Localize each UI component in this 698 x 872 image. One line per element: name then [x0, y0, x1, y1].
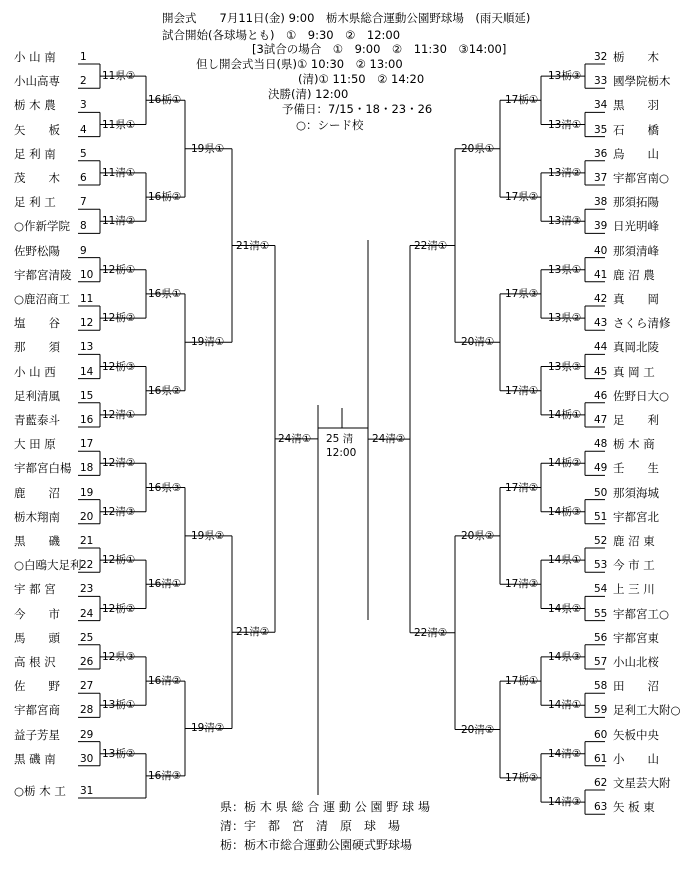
team-name: 宇都宮工○ — [613, 606, 670, 621]
team-number: 29 — [80, 728, 94, 741]
team-number: 4 — [80, 123, 87, 136]
team-name: 宇都宮北 — [613, 509, 659, 524]
match-label: 20県② — [461, 529, 495, 542]
team-number: 19 — [80, 486, 94, 499]
team-name: 宇都宮東 — [613, 630, 659, 645]
three-games-line: [3試合の場合 ① 9:00 ② 11:30 ③14:00] — [252, 42, 507, 56]
team-name: 矢板中央 — [613, 727, 659, 742]
team-name: さくら清修 — [613, 316, 671, 331]
team-number: 20 — [80, 510, 94, 523]
team-name: 足 利 — [613, 413, 659, 427]
team-number: 17 — [80, 438, 94, 451]
team-name: 栃 木 商 — [613, 437, 655, 452]
match-label: 22清① — [414, 239, 448, 252]
team-number: 42 — [594, 293, 608, 305]
match-label: 14栃③ — [548, 505, 582, 518]
team-name: 國學院栃木 — [613, 74, 671, 89]
team-name: 高 根 沢 — [14, 655, 56, 669]
team-number: 11 — [80, 293, 94, 305]
match-label: 17栃② — [505, 771, 539, 784]
team-number: 14 — [80, 365, 94, 378]
team-number: 16 — [80, 414, 94, 426]
team-number: 5 — [80, 147, 87, 160]
team-number: 50 — [594, 486, 608, 499]
opening-ceremony-line: 開会式 7月11日(金) 9:00 栃木県総合運動公園野球場 (雨天順延) — [162, 11, 531, 25]
team-number: 27 — [80, 680, 94, 693]
match-label: 20清① — [461, 336, 495, 349]
team-number: 43 — [594, 317, 608, 330]
team-name: 那須拓陽 — [613, 195, 659, 210]
opening-day-prefecture-line: 但し開会式当日(県)① 10:30 ② 13:00 — [196, 57, 403, 71]
match-label: 17清① — [505, 384, 539, 397]
team-name: 宇 都 宮 — [14, 582, 56, 597]
team-number: 60 — [594, 728, 608, 741]
team-number: 25 — [80, 631, 94, 644]
match-label: 17県② — [505, 191, 539, 204]
match-label: 14県① — [548, 554, 582, 567]
team-name: ○作新学院 — [14, 219, 71, 234]
team-number: 6 — [80, 172, 87, 184]
team-number: 13 — [80, 341, 94, 354]
team-name: ○栃 木 工 — [14, 784, 66, 798]
team-number: 48 — [594, 438, 608, 451]
team-name: 足 利 工 — [14, 195, 56, 210]
match-label: 12栃① — [102, 263, 136, 276]
match-label: 16県② — [148, 384, 182, 397]
team-number: 55 — [594, 607, 608, 620]
team-name: 黒 磯 南 — [14, 751, 56, 766]
match-label: 11清② — [102, 215, 136, 228]
team-number: 33 — [594, 75, 608, 88]
team-number: 57 — [594, 656, 608, 668]
team-name: 小山北桜 — [613, 655, 659, 669]
final-label: 25 清 — [326, 433, 354, 445]
match-label: 19清② — [191, 722, 225, 735]
match-label: 17栃① — [505, 94, 539, 107]
match-label: 16県③ — [148, 481, 182, 494]
match-label: 14清① — [548, 699, 582, 712]
team-number: 52 — [594, 535, 608, 547]
match-label: 14栃① — [548, 408, 582, 421]
team-name: 鹿 沼 — [14, 485, 60, 500]
match-label: 14清③ — [548, 796, 582, 809]
team-name: 小 山 南 — [14, 50, 56, 64]
match-label: 20清② — [461, 723, 495, 736]
match-label: 19清① — [191, 336, 225, 349]
team-name: 那 須 — [14, 340, 60, 355]
team-number: 45 — [594, 365, 608, 378]
team-number: 61 — [594, 752, 608, 765]
match-label: 13栃③ — [548, 70, 582, 83]
team-name: 小 山 — [613, 751, 659, 766]
team-name: 真 岡 — [613, 292, 659, 306]
match-label: 22清② — [414, 626, 448, 639]
match-label: 21清② — [236, 626, 270, 639]
team-number: 41 — [594, 268, 608, 281]
team-name: 矢 板 — [14, 122, 60, 137]
match-label: 13清② — [548, 166, 582, 179]
team-name: 上 三 川 — [613, 582, 655, 597]
team-name: 栃 木 — [613, 50, 659, 64]
venue-kiyohara: 清：宇 都 宮 清 原 球 場 — [220, 819, 401, 833]
match-label: 13栃① — [102, 699, 136, 712]
team-name: 那須清峰 — [613, 243, 659, 258]
team-name: 今 市 工 — [613, 558, 655, 573]
team-number: 9 — [80, 244, 87, 257]
team-name: ○鹿沼商工 — [14, 292, 71, 306]
match-label: 16清③ — [148, 769, 182, 782]
team-name: 小山高専 — [14, 74, 60, 89]
match-label: 11県② — [102, 70, 136, 83]
team-number: 63 — [594, 801, 608, 814]
team-number: 10 — [80, 268, 94, 281]
match-label: 12清③ — [102, 505, 136, 518]
team-name: 足 利 南 — [14, 146, 56, 161]
final-time: 12:00 — [326, 447, 357, 459]
team-name: 塩 谷 — [14, 316, 60, 331]
team-number: 31 — [80, 785, 94, 797]
match-label: 16栃② — [148, 191, 182, 204]
team-name: 佐野松陽 — [14, 243, 60, 258]
team-number: 44 — [594, 341, 608, 354]
team-name: 馬 頭 — [14, 630, 60, 645]
team-name: 茂 木 — [14, 171, 60, 185]
match-label: 11清① — [102, 166, 136, 179]
match-label: 13清③ — [548, 215, 582, 228]
team-number: 3 — [80, 99, 87, 112]
match-label: 12栃② — [102, 602, 136, 615]
team-name: 烏 山 — [613, 146, 659, 161]
match-label: 13清① — [548, 118, 582, 131]
team-name: 宇都宮白楊 — [14, 461, 72, 476]
team-number: 58 — [594, 680, 608, 693]
team-number: 56 — [594, 631, 608, 644]
team-number: 1 — [80, 51, 87, 63]
seed-legend: ○：シード校 — [296, 118, 364, 132]
team-name: 鹿 沼 東 — [613, 534, 655, 548]
match-label: 24清② — [372, 433, 406, 446]
match-label: 14県② — [548, 602, 582, 615]
team-number: 24 — [80, 607, 94, 620]
match-label: 19県① — [191, 142, 225, 155]
team-number: 53 — [594, 559, 608, 572]
match-label: 19県② — [191, 529, 225, 542]
match-label: 17県③ — [505, 287, 539, 300]
team-name: 真 岡 工 — [613, 364, 655, 379]
venue-prefecture: 県：栃 木 県 総 合 運 動 公 園 野 球 場 — [220, 800, 430, 814]
team-number: 40 — [594, 244, 608, 257]
team-name: 宇都宮清陵 — [14, 267, 72, 282]
team-number: 49 — [594, 462, 608, 475]
team-number: 39 — [594, 220, 608, 233]
match-label: 12栃① — [102, 554, 136, 567]
start-time-line: 試合開始(各球場とも) ① 9:30 ② 12:00 — [162, 28, 401, 42]
team-name: 栃 木 農 — [14, 98, 56, 113]
team-name: 青藍泰斗 — [14, 413, 60, 427]
match-label: 13県② — [548, 312, 582, 325]
team-number: 62 — [594, 777, 608, 789]
match-label: 14県③ — [548, 650, 582, 663]
team-number: 36 — [594, 147, 608, 160]
match-label: 14清② — [548, 747, 582, 760]
reserve-days-line: 予備日：7/15・18・23・26 — [282, 102, 433, 116]
team-name: 小 山 西 — [14, 364, 56, 379]
match-label: 12清② — [102, 457, 136, 470]
team-name: 栃木翔南 — [14, 509, 60, 524]
team-name: 今 市 — [14, 606, 60, 621]
team-number: 23 — [80, 583, 94, 596]
team-number: 7 — [80, 196, 87, 209]
team-number: 26 — [80, 656, 94, 668]
match-label: 17清③ — [505, 578, 539, 591]
match-label: 13県① — [548, 263, 582, 276]
match-label: 12栃② — [102, 312, 136, 325]
team-number: 54 — [594, 583, 608, 596]
team-number: 8 — [80, 220, 87, 233]
team-number: 2 — [80, 75, 87, 88]
match-label: 24清① — [278, 432, 312, 445]
team-number: 18 — [80, 462, 94, 475]
team-name: 那須海城 — [613, 485, 659, 500]
match-label: 17清② — [505, 481, 539, 494]
team-name: 矢 板 東 — [613, 800, 655, 815]
team-number: 34 — [594, 99, 608, 112]
match-label: 20県① — [461, 142, 495, 155]
final-time-line: 決勝(清) 12:00 — [268, 87, 349, 101]
team-name: 宇都宮商 — [14, 703, 60, 718]
opening-day-kiyohara-line: (清)① 11:50 ② 14:20 — [298, 72, 425, 86]
team-name: 足利工大附○ — [613, 703, 681, 718]
team-number: 28 — [80, 704, 94, 717]
team-number: 21 — [80, 535, 94, 547]
team-name: 田 沼 — [613, 679, 659, 694]
team-number: 12 — [80, 317, 94, 330]
team-name: 足利清風 — [14, 388, 60, 403]
match-label: 13県③ — [548, 360, 582, 373]
team-name: 文星芸大附 — [613, 776, 671, 790]
team-name: 壬 生 — [613, 461, 659, 476]
team-name: ○白鴎大足利 — [14, 558, 82, 573]
team-name: 鹿 沼 農 — [613, 267, 655, 282]
team-name: 佐野日大○ — [613, 388, 670, 403]
team-name: 黒 羽 — [613, 98, 659, 113]
team-number: 32 — [594, 51, 608, 63]
team-number: 37 — [594, 172, 608, 184]
match-label: 16清② — [148, 675, 182, 688]
team-name: 益子芳星 — [14, 727, 60, 742]
venue-tochigi-city: 栃：栃木市総合運動公園硬式野球場 — [220, 838, 413, 852]
match-label: 13栃② — [102, 747, 136, 760]
team-name: 日光明峰 — [613, 219, 659, 234]
team-number: 46 — [594, 389, 608, 402]
match-label: 14栃② — [548, 457, 582, 470]
match-label: 16栃① — [148, 94, 182, 107]
team-name: 石 橋 — [613, 122, 659, 137]
team-number: 22 — [80, 559, 94, 572]
team-number: 35 — [594, 123, 608, 136]
team-number: 47 — [594, 414, 608, 426]
match-label: 11県① — [102, 118, 136, 131]
match-label: 21清① — [236, 239, 270, 252]
match-label: 12県③ — [102, 650, 136, 663]
team-name: 真岡北陵 — [613, 340, 659, 355]
team-number: 59 — [594, 704, 608, 717]
team-number: 15 — [80, 389, 94, 402]
team-number: 30 — [80, 752, 94, 765]
match-label: 16清① — [148, 578, 182, 591]
team-name: 黒 磯 — [14, 534, 60, 548]
match-label: 17栃① — [505, 675, 539, 688]
match-label: 16県① — [148, 287, 182, 300]
match-label: 12清① — [102, 408, 136, 421]
match-label: 12栃③ — [102, 360, 136, 373]
team-number: 51 — [594, 510, 608, 523]
team-name: 大 田 原 — [14, 437, 56, 452]
team-name: 宇都宮南○ — [613, 171, 670, 185]
team-number: 38 — [594, 196, 608, 209]
team-name: 佐 野 — [14, 679, 60, 694]
